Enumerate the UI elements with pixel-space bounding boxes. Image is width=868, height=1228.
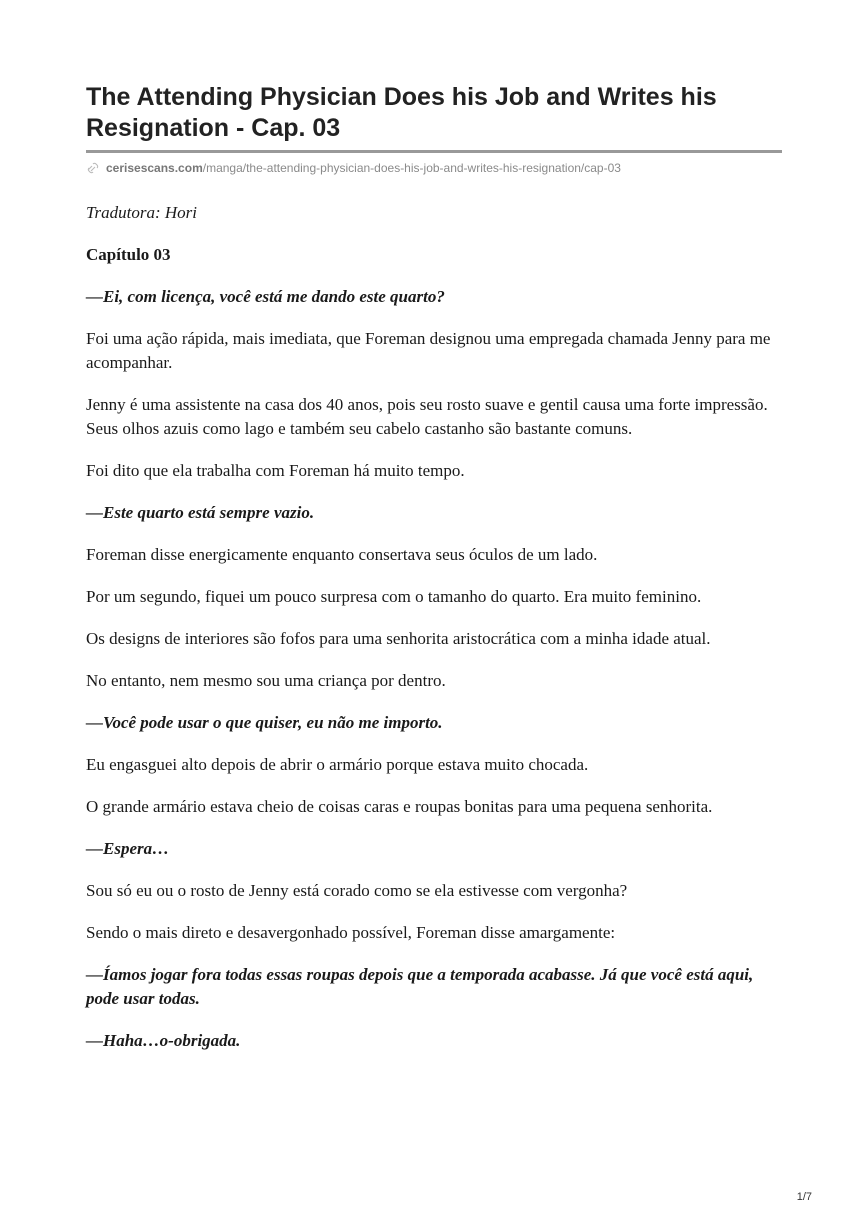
source-domain[interactable]: cerisescans.com xyxy=(106,161,203,175)
source-url[interactable] xyxy=(86,160,621,176)
paragraph: Os designs de interiores são fofos para uma senhorita aristocrática com a minha idade atual. xyxy=(86,629,711,648)
dialogue-line: —Haha…o-obrigada. xyxy=(86,1031,241,1050)
page-number: 1/7 xyxy=(796,1191,812,1203)
paragraph: Foi uma ação rápida, mais imediata, que Foreman designou uma empregada chamada Jenny para me acompanhar. xyxy=(86,329,771,372)
article-body xyxy=(86,201,786,1071)
paragraph: Sou só eu ou o rosto de Jenny está corado como se ela estivesse com vergonha? xyxy=(86,881,628,900)
page-title: The Attending Physician Does his Job and Writes his Resignation - Cap. 03 xyxy=(86,83,717,142)
paragraph: Foi dito que ela trabalha com Foreman há muito tempo. xyxy=(86,461,465,480)
paragraph: Sendo o mais direto e desavergonhado possível, Foreman disse amargamente: xyxy=(86,923,616,942)
dialogue-line: —Espera… xyxy=(86,839,170,858)
source-path[interactable]: /manga/the-attending-physician-does-his-job-and-writes-his-resignation/cap-03 xyxy=(202,161,621,175)
dialogue-line: —Ei, com licença, você está me dando este quarto? xyxy=(86,287,445,306)
paragraph: Eu engasguei alto depois de abrir o armário porque estava muito chocada. xyxy=(86,755,589,774)
dialogue-line: —Este quarto está sempre vazio. xyxy=(86,503,315,522)
paragraph: O grande armário estava cheio de coisas caras e roupas bonitas para uma pequena senhorita. xyxy=(86,797,713,816)
link-icon xyxy=(86,162,100,174)
paragraph: No entanto, nem mesmo sou uma criança por dentro. xyxy=(86,671,446,690)
title-divider xyxy=(86,150,782,153)
dialogue-line: —Íamos jogar fora todas essas roupas depois que a temporada acabasse. Já que você está aqui, pode usar todas. xyxy=(86,965,754,1008)
paragraph: Jenny é uma assistente na casa dos 40 anos, pois seu rosto suave e gentil causa uma forte impressão. Seus olhos azuis como lago e também seu cabelo castanho são bastante comuns. xyxy=(86,395,768,438)
translator-credit: Tradutora: Hori xyxy=(86,203,197,222)
chapter-heading: Capítulo 03 xyxy=(86,245,171,264)
paragraph: Foreman disse energicamente enquanto consertava seus óculos de um lado. xyxy=(86,545,598,564)
paragraph: Por um segundo, fiquei um pouco surpresa com o tamanho do quarto. Era muito feminino. xyxy=(86,587,702,606)
dialogue-line: —Você pode usar o que quiser, eu não me importo. xyxy=(86,713,443,732)
